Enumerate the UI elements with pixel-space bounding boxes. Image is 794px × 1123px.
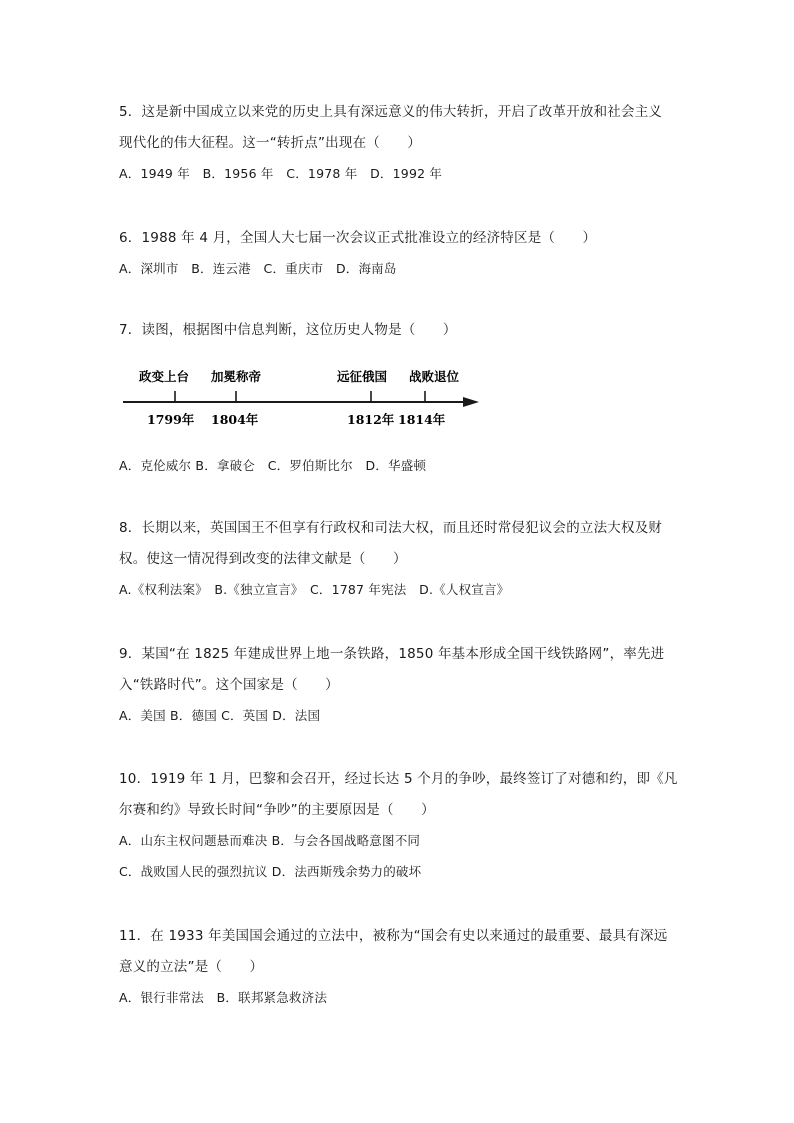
timeline-event-label: 远征俄国	[337, 369, 388, 384]
q5-stem-line-1: 5．这是新中国成立以来党的历史上具有深远意义的伟大转折，开启了改革开放和社会主义	[119, 104, 663, 120]
timeline-event-label: 战败退位	[409, 369, 460, 384]
timeline-year: 1799年	[147, 412, 195, 427]
q9-options: A．美国 B．德国 C．英国 D．法国	[119, 708, 321, 723]
q10-stem-line-2: 尔赛和约》导致长时间“争吵”的主要原因是（ ）	[119, 802, 435, 818]
q8-stem-line-1: 8．长期以来，英国国王不但享有行政权和司法大权，而且还时常侵犯议会的立法大权及财	[119, 520, 663, 536]
q11-options: A．银行非常法 B．联邦紧急救济法	[119, 990, 328, 1005]
q7-stem-line-1: 7．读图，根据图中信息判断，这位历史人物是（ ）	[119, 322, 457, 338]
q10-options-row-1: A．山东主权问题悬而难决 B．与会各国战略意图不同	[119, 833, 421, 848]
q11-stem-line-1: 11．在 1933 年美国国会通过的立法中，被称为“国会有史以来通过的最重要、最具有深远	[119, 928, 668, 944]
q9-stem-line-2: 入“铁路时代”。这个国家是（ ）	[119, 677, 339, 693]
q10-options-row-2: C．战败国人民的强烈抗议 D．法西斯残余势力的破坏	[119, 864, 422, 879]
q10-stem-line-1: 10．1919 年 1 月，巴黎和会召开，经过长达 5 个月的争吵，最终签订了对德和约，即《凡	[119, 771, 678, 787]
timeline-arrow-icon	[463, 397, 479, 407]
timeline-year: 1804年	[211, 412, 259, 427]
q5-stem-line-2: 现代化的伟大征程。这一“转折点”出现在（ ）	[119, 135, 422, 151]
q8-options: A.《权利法案》 B.《独立宣言》 C．1787 年宪法 D.《人权宣言》	[119, 582, 510, 597]
q8-stem-line-2: 权。使这一情况得到改变的法律文献是（ ）	[119, 551, 407, 567]
q7-options: A．克伦威尔 B．拿破仑 C．罗伯斯比尔 D．华盛顿	[119, 458, 427, 473]
timeline-year: 1812年	[347, 412, 395, 427]
timeline-year: 1814年	[398, 412, 446, 427]
q11-stem-line-2: 意义的立法”是（ ）	[119, 959, 264, 975]
napoleon-timeline	[119, 362, 489, 432]
q9-stem-line-1: 9．某国“在 1825 年建成世界上地一条铁路，1850 年基本形成全国干线铁路网”，率先进	[119, 646, 665, 662]
timeline-event-label: 加冕称帝	[211, 369, 262, 384]
q5-options: A．1949 年 B．1956 年 C．1978 年 D．1992 年	[119, 166, 443, 181]
timeline-event-label: 政变上台	[139, 369, 190, 384]
q6-options: A．深圳市 B．连云港 C．重庆市 D．海南岛	[119, 261, 397, 276]
q6-stem-line-1: 6．1988 年 4 月，全国人大七届一次会议正式批准设立的经济特区是（ ）	[119, 230, 597, 246]
